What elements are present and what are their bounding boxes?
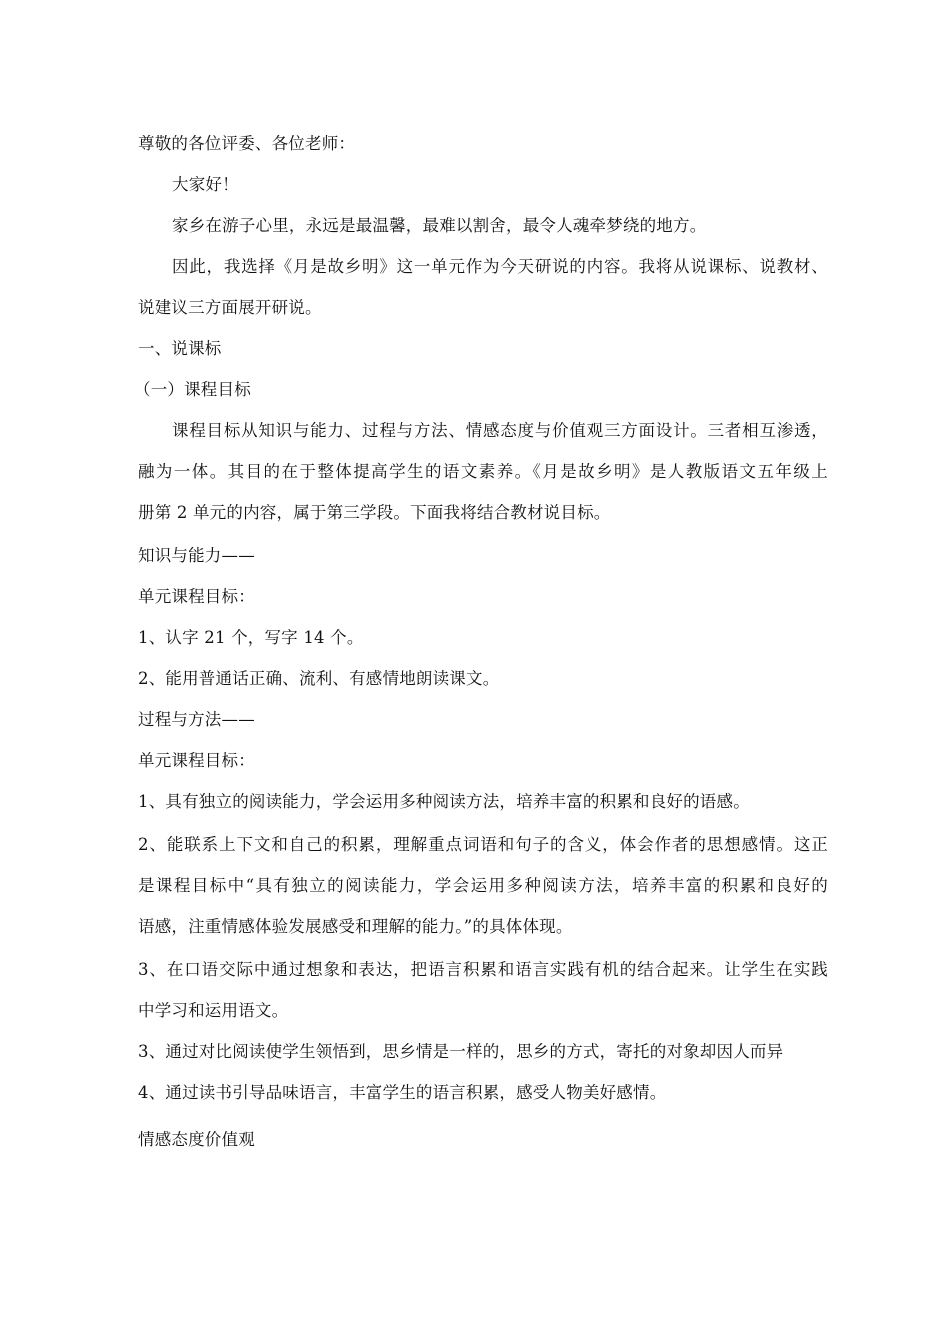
intro-paragraph-2-line-1: 因此，我选择《月是故乡明》这一单元作为今天研说的内容。我将从说课标、说教材、 [172, 257, 828, 276]
process-goal-3b: 3、通过对比阅读使学生领悟到，思乡情是一样的，思乡的方式，寄托的对象却因人而异 [138, 1042, 784, 1061]
course-goal-paragraph-line-2: 融为一体。其目的在于整体提高学生的语文素养。《月是故乡明》是人教版语文五年级上 [138, 462, 828, 481]
process-goal-3-line-1: 3、在口语交际中通过想象和表达，把语言积累和语言实践有机的结合起来。让学生在实践 [138, 960, 828, 979]
knowledge-goal-1: 1、认字 21 个，写字 14 个。 [138, 628, 364, 647]
course-goal-paragraph-line-3: 册第 2 单元的内容，属于第三学段。下面我将结合教材说目标。 [138, 503, 611, 522]
section-heading-1: 一、说课标 [138, 339, 222, 358]
process-goal-2-line-3: 语感，注重情感体验发展感受和理解的能力。”的具体体现。 [138, 917, 573, 936]
process-goal-1: 1、具有独立的阅读能力，学会运用多种阅读方法，培养丰富的积累和良好的语感。 [138, 792, 750, 811]
subsection-heading-1: （一）课程目标 [134, 380, 251, 399]
intro-paragraph: 家乡在游子心里，永远是最温馨，最难以割舍，最令人魂牵梦绕的地方。 [172, 216, 707, 235]
heading-process-method: 过程与方法—— [138, 710, 255, 729]
salutation: 尊敬的各位评委、各位老师： [138, 134, 356, 153]
heading-knowledge-ability: 知识与能力—— [138, 546, 255, 565]
unit-goal-label-1: 单元课程目标： [138, 587, 255, 606]
greeting: 大家好！ [172, 175, 239, 194]
process-goal-2-line-2: 是课程目标中“具有独立的阅读能力，学会运用多种阅读方法，培养丰富的积累和良好的 [138, 876, 828, 895]
intro-paragraph-2-line-2: 说建议三方面展开研说。 [138, 298, 322, 317]
heading-emotion-values: 情感态度价值观 [138, 1130, 255, 1149]
knowledge-goal-2: 2、能用普通话正确、流利、有感情地朗读课文。 [138, 669, 500, 688]
process-goal-3-line-2: 中学习和运用语文。 [138, 1001, 289, 1020]
course-goal-paragraph-line-1: 课程目标从知识与能力、过程与方法、情感态度与价值观三方面设计。三者相互渗透， [172, 421, 828, 440]
process-goal-2-line-1: 2、能联系上下文和自己的积累，理解重点词语和句子的含义，体会作者的思想感情。这正 [138, 835, 828, 854]
unit-goal-label-2: 单元课程目标： [138, 751, 255, 770]
process-goal-4: 4、通过读书引导品味语言，丰富学生的语言积累，感受人物美好感情。 [138, 1083, 667, 1102]
